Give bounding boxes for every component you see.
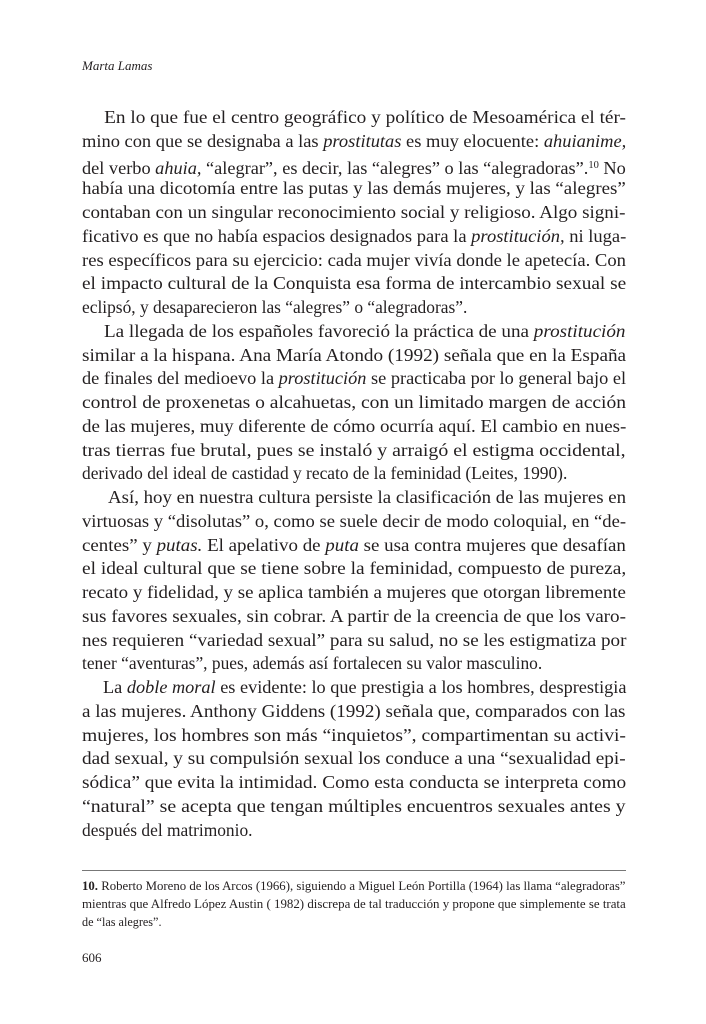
- text-run: sus favores sexuales, sin cobrar. A partir de la creencia de que los varo-: [82, 605, 626, 626]
- text-line: [82, 249, 626, 273]
- italic-text: prostitución: [533, 320, 626, 341]
- text-line-content: [82, 534, 626, 558]
- text-line: [82, 391, 626, 415]
- italic-text: doble moral: [126, 677, 216, 697]
- text-line: [82, 177, 626, 201]
- text-run: tras tierras fue brutal, pues se instaló y arraigó el estigma occidental,: [82, 439, 626, 460]
- text-line-content: [82, 676, 626, 700]
- footnote-line-content: [82, 877, 625, 895]
- text-line: [82, 510, 626, 534]
- text-run: No: [598, 157, 626, 178]
- text-line-content: [82, 652, 542, 676]
- text-run: centes” y: [82, 534, 157, 555]
- text-run: nes requieren “variedad sexual” para su salud, no se les estigmatiza por: [82, 629, 627, 650]
- text-line-content: [82, 439, 626, 463]
- footnote-line-content: [82, 913, 162, 931]
- text-line-content: [82, 249, 626, 273]
- text-run: se usa contra mujeres que desafían: [358, 534, 626, 555]
- text-run: ni luga-: [564, 225, 627, 246]
- footnote: [82, 877, 626, 931]
- text-line: [82, 296, 626, 320]
- text-run: del verbo: [82, 157, 156, 178]
- text-line: [82, 724, 626, 748]
- text-run: similar a la hispana. Ana María Atondo (1992) señala que en la España: [82, 344, 627, 365]
- text-run: Así, hoy en nuestra cultura persiste la clasificación de las mujeres en: [108, 487, 627, 507]
- text-line: [82, 225, 626, 249]
- text-line: [82, 771, 626, 795]
- text-run: “alegrar”, es decir, las “alegres” o las “alegradoras”.: [201, 157, 589, 178]
- text-line-content: [82, 819, 253, 843]
- text-line: [82, 605, 626, 629]
- footnote-text: de “las alegres”.: [82, 915, 162, 929]
- footnote-line: [82, 877, 626, 895]
- text-run: res específicos para su ejercicio: cada mujer vivía donde le apetecía. Con: [82, 249, 626, 270]
- text-run: En lo que fue el centro geográfico y político de Mesoamérica el tér-: [104, 107, 626, 127]
- text-line-content: [82, 391, 626, 415]
- text-line: [82, 130, 626, 154]
- text-run: derivado del ideal de castidad y recato de la feminidad (Leites, 1990).: [82, 463, 568, 484]
- text-run: de las mujeres, muy diferente de cómo ocurría aquí. El cambio en nues-: [82, 415, 627, 436]
- text-line: [82, 676, 626, 700]
- text-line: [82, 557, 626, 581]
- text-line-content: [82, 106, 626, 130]
- text-run: de finales del medioevo la: [82, 368, 279, 389]
- italic-text: ahuia,: [155, 157, 202, 178]
- text-run: es muy elocuente:: [401, 130, 544, 151]
- text-line: [82, 747, 626, 771]
- text-line: [82, 795, 626, 819]
- footnote-number: 10.: [82, 879, 98, 893]
- text-line-content: [82, 605, 626, 629]
- text-line-content: [82, 154, 626, 181]
- page-number: 606: [82, 950, 102, 965]
- text-line-content: [82, 795, 626, 819]
- text-line-content: [82, 415, 626, 439]
- text-line: [82, 320, 626, 344]
- text-line: [82, 652, 626, 676]
- footnote-divider: [82, 870, 626, 871]
- text-line: [82, 106, 626, 130]
- text-run: sódica” que evita la intimidad. Como esta conducta se interpreta como: [82, 772, 627, 792]
- text-line: [82, 819, 626, 843]
- text-line-content: [82, 747, 626, 771]
- text-line: [82, 581, 626, 605]
- text-run: había una dicotomía entre las putas y las demás mujeres, y las “alegres”: [82, 178, 626, 199]
- text-run: virtuosas y “disolutas” o, como se suele decir de modo coloquial, en “de-: [82, 510, 627, 531]
- text-run: después del matrimonio.: [82, 819, 253, 840]
- text-line-content: [82, 724, 626, 748]
- italic-text: prostitutas: [323, 130, 402, 151]
- italic-text: prostitución,: [471, 225, 565, 246]
- text-run: el impacto cultural de la Conquista esa forma de intercambio sexual se: [82, 273, 627, 294]
- text-run: La llegada de los españoles favoreció la práctica de una: [103, 320, 534, 341]
- text-line-content: [82, 557, 626, 581]
- text-line-content: [82, 130, 626, 154]
- footnote-text: Roberto Moreno de los Arcos (1966), siguiendo a Miguel León Portilla (1964) las llama “alegradoras”: [101, 879, 626, 893]
- text-line: [82, 154, 626, 178]
- text-line: [82, 534, 626, 558]
- text-line-content: [82, 367, 626, 391]
- text-run: tener “aventuras”, pues, además así fortalecen su valor masculino.: [82, 653, 543, 674]
- text-run: dad sexual, y su compulsión sexual los conduce a una “sexualidad epi-: [82, 748, 626, 769]
- text-run: control de proxenetas o alcahuetas, con un limitado margen de acción: [82, 392, 627, 412]
- text-run: contaban con un singular reconocimiento social y religioso. Algo signi-: [82, 202, 626, 222]
- text-run: recato y fidelidad, y se aplica también a mujeres que otorgan libremente: [82, 582, 626, 602]
- text-line: [82, 700, 626, 724]
- text-run: El apelativo de: [202, 534, 326, 555]
- text-line-content: [82, 272, 626, 296]
- text-run: a las mujeres. Anthony Giddens (1992) señala que, comparados con las: [82, 700, 626, 721]
- text-line-content: [82, 296, 467, 320]
- text-line: [82, 201, 626, 225]
- text-line: [82, 486, 626, 510]
- text-run: mino con que se designaba a las: [82, 130, 324, 151]
- text-line: [82, 367, 626, 391]
- text-run: ficativo es que no había espacios designados para la: [82, 225, 472, 246]
- text-line-content: [82, 462, 567, 486]
- italic-text: putas.: [156, 534, 203, 555]
- text-run: eclipsó, y desaparecieron las “alegres” o “alegradoras”.: [82, 297, 468, 317]
- text-run: es evidente: lo que prestigia a los hombres, desprestigia: [215, 677, 627, 697]
- text-line-content: [82, 225, 626, 249]
- text-line: [82, 439, 626, 463]
- text-line-content: [82, 344, 626, 368]
- text-run: mujeres, los hombres son más “inquietos”, compartimentan su activi-: [82, 724, 626, 745]
- text-line-content: [82, 201, 625, 225]
- italic-text: prostitución: [278, 368, 367, 389]
- text-line: [82, 272, 626, 296]
- running-head: Marta Lamas: [82, 58, 153, 73]
- text-line-content: [82, 320, 625, 344]
- body-text: [82, 106, 626, 842]
- text-run: se practicaba por lo general bajo el: [366, 368, 627, 389]
- text-run: el ideal cultural que se tiene sobre la feminidad, compuesto de pureza,: [82, 558, 627, 579]
- text-line-content: [82, 177, 626, 201]
- footnote-line-content: [82, 895, 626, 913]
- text-line-content: [82, 771, 626, 795]
- italic-text: puta: [325, 534, 359, 555]
- text-line: [82, 415, 626, 439]
- footnote-reference: 10: [588, 159, 599, 171]
- text-line-content: [82, 629, 626, 653]
- footnote-line: [82, 913, 626, 931]
- text-line-content: [82, 581, 626, 605]
- text-line: [82, 462, 626, 486]
- italic-text: ahuianime,: [543, 130, 627, 151]
- footnote-line: [82, 895, 626, 913]
- footnote-text: mientras que Alfredo López Austin ( 1982) discrepa de tal traducción y propone que simplemente se trata: [82, 897, 626, 911]
- text-line-content: [82, 700, 625, 724]
- text-line: [82, 344, 626, 368]
- text-line-content: [82, 486, 626, 510]
- text-line-content: [82, 510, 626, 534]
- text-run: “natural” se acepta que tengan múltiples encuentros sexuales antes y: [82, 795, 626, 816]
- text-line: [82, 629, 626, 653]
- text-run: La: [103, 677, 127, 697]
